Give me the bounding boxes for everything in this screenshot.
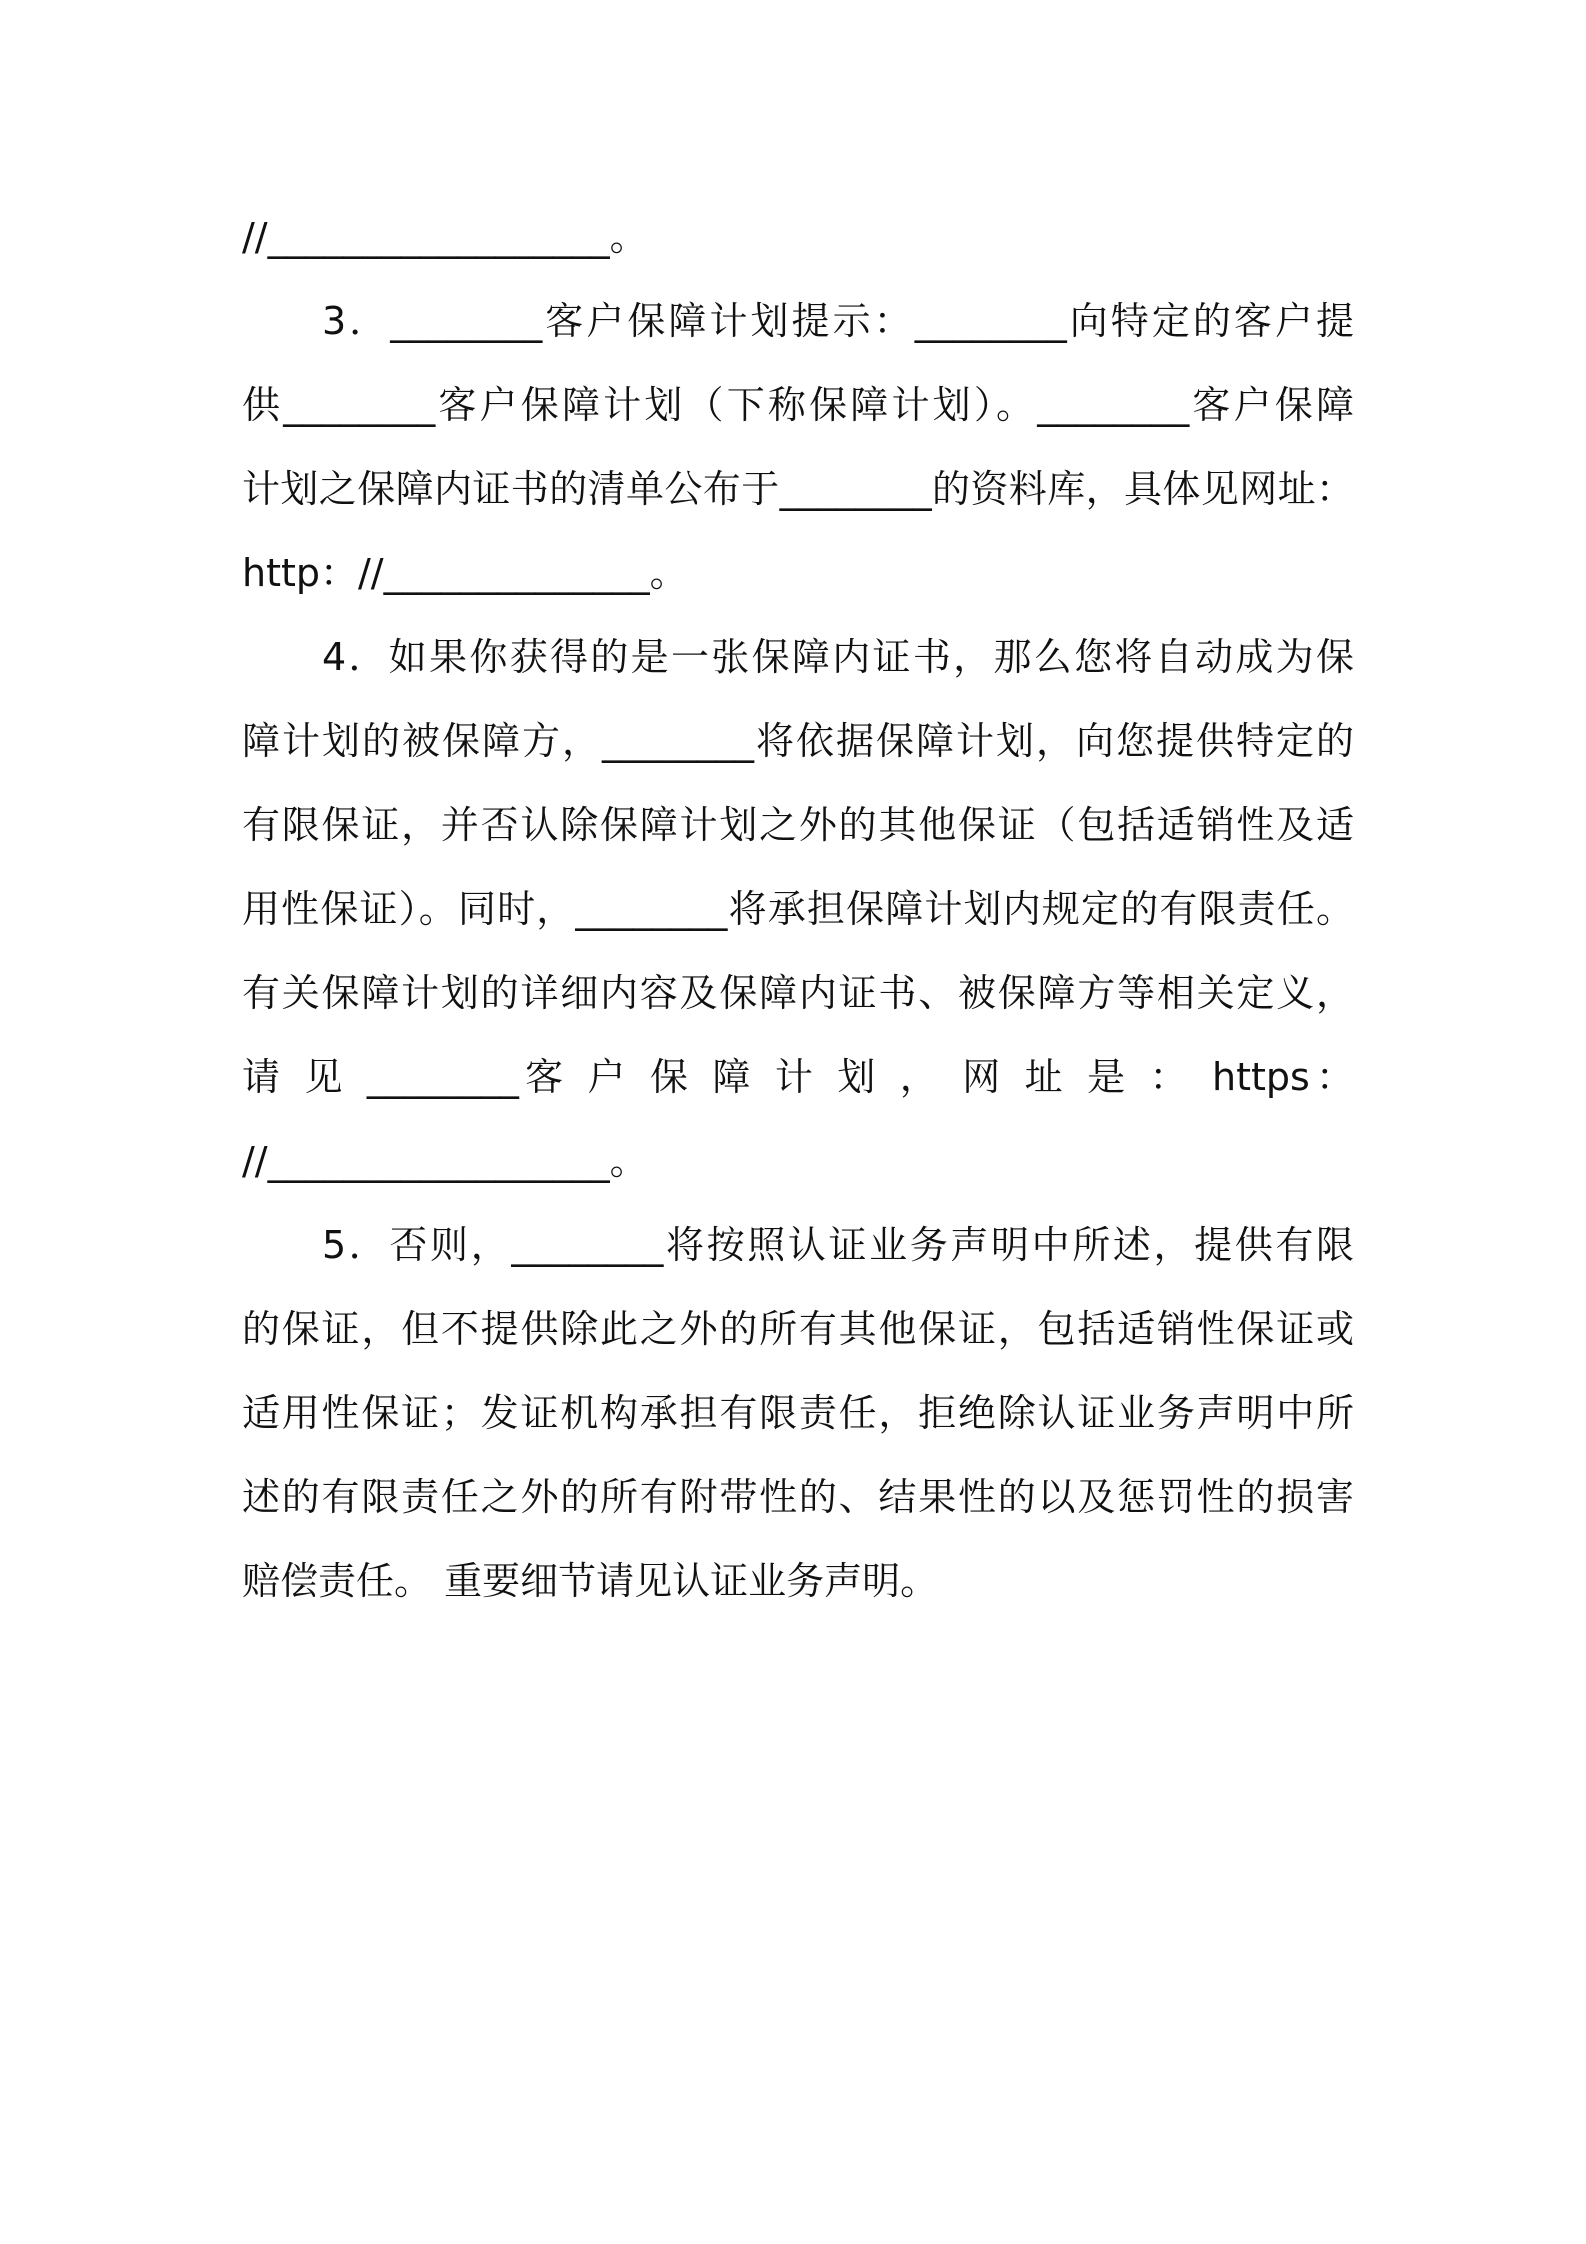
paragraph-5-line-4: 述的有限责任之外的所有附带性的、结果性的以及惩罚性的损害	[242, 1475, 1354, 1519]
paragraph-4-line-7: //__________________。	[242, 1139, 648, 1183]
paragraph-4-line-3: 有限保证，并否认除保障计划之外的其他保证（包括适销性及适	[242, 803, 1354, 847]
paragraph-4-line-5: 有关保障计划的详细内容及保障内证书、被保障方等相关定义，	[242, 971, 1354, 1015]
document-body	[242, 195, 1354, 1623]
paragraph-3-line-1: 3．________客户保障计划提示：________向特定的客户提	[322, 299, 1354, 343]
paragraph-4-line-1: 4．如果你获得的是一张保障内证书，那么您将自动成为保	[322, 635, 1354, 679]
url-line: //__________________。	[242, 215, 648, 259]
paragraph-5-line-1: 5．否则，________将按照认证业务声明中所述，提供有限	[322, 1223, 1354, 1267]
paragraph-5-line-5: 赔偿责任。 重要细节请见认证业务声明。	[242, 1559, 939, 1603]
paragraph-3-line-2: 供________客户保障计划（下称保障计划）。________客户保障	[242, 383, 1354, 427]
paragraph-3-line-3: 计划之保障内证书的清单公布于________的资料库，具体见网址：	[242, 467, 1354, 511]
paragraph-5-line-3: 适用性保证；发证机构承担有限责任，拒绝除认证业务声明中所	[242, 1391, 1354, 1435]
paragraph-4-line-6: 请 见 ________客 户 保 障 计 划 ， 网 址 是 ： https：	[242, 1055, 1354, 1099]
paragraph-4-line-4: 用性保证）。同时，________将承担保障计划内规定的有限责任。	[242, 887, 1354, 931]
paragraph-3-line-4: http：//______________。	[242, 551, 688, 595]
paragraph-5-line-2: 的保证，但不提供除此之外的所有其他保证，包括适销性保证或	[242, 1307, 1354, 1351]
paragraph-4-line-2: 障计划的被保障方，________将依据保障计划，向您提供特定的	[242, 719, 1354, 763]
